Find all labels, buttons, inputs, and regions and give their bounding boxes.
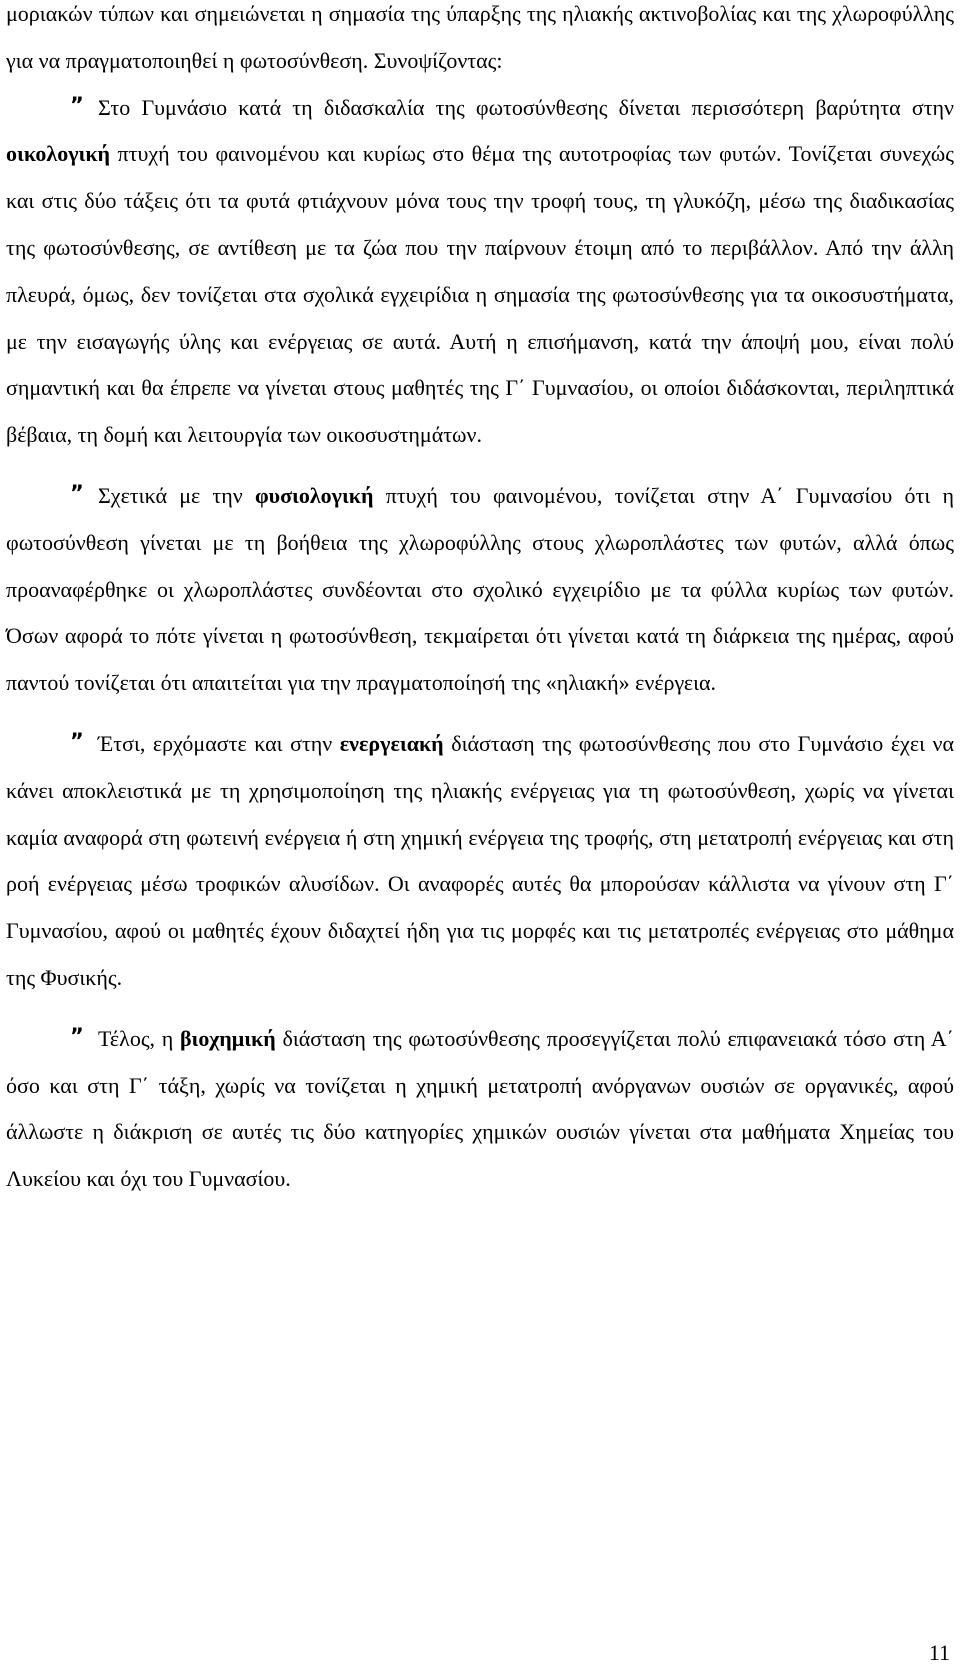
paragraph-physiological [6, 473, 954, 707]
bullet-marker: ” [70, 1023, 83, 1048]
emphasis-term: οικολογική [6, 141, 111, 167]
paragraph-text-after: διάσταση της φωτοσύνθεσης που στο Γυμνάσιο έχει να κάνει αποκλειστικά με τη χρησιμοποίηση της ηλιακής ενέργειας για τη φωτοσύνθεση, χωρίς να γίνεται καμία αναφορά στη φωτεινή ενέργεια ή στη χημική ενέργεια της τροφής, στη μετατροπή ενέργειας και στη ροή ενέργειας μέσω τροφικών αλυσίδων. Οι αναφορές αυτές θα μπορούσαν κάλλιστα να γίνουν στη Γ΄ Γυμνασίου, αφού οι μαθητές έχουν διδαχτεί ήδη για τις μορφές και τις μετατροπές ενέργειας στο μάθημα της Φυσικής. [6, 730, 954, 990]
paragraph-text-before: Τέλος, η [98, 1025, 180, 1051]
page-number: 11 [928, 1640, 950, 1665]
emphasis-term: βιοχημική [179, 1025, 276, 1051]
paragraph-text-before: Σχετικά με την [98, 482, 255, 508]
paragraph-text-before: Στο Γυμνάσιο κατά τη διδασκαλία της φωτοσύνθεσης δίνεται περισσότερη βαρύτητα στην [98, 94, 954, 120]
intro-paragraph [6, 0, 954, 85]
bullet-marker: ” [70, 480, 83, 505]
paragraph-ecological [6, 85, 954, 459]
page-body [6, 0, 954, 1203]
bullet-marker: ” [70, 728, 83, 753]
intro-text: μοριακών τύπων και σημειώνεται η σημασία της ύπαρξης της ηλιακής ακτινοβολίας και της χλωροφύλλης για να πραγματοποιηθεί η φωτοσύνθεση. Συνοψίζοντας: [6, 1, 954, 73]
bullet-marker: ” [70, 92, 83, 117]
emphasis-term: φυσιολογική [254, 482, 374, 508]
paragraph-biochemical [6, 1016, 954, 1203]
paragraph-text-after: πτυχή του φαινομένου, τονίζεται στην Α΄ Γυμνασίου ότι η φωτοσύνθεση γίνεται με τη βοήθεια της χλωροφύλλης στους χλωροπλάστες των φυτών, αλλά όπως προαναφέρθηκε οι χλωροπλάστες συνδέονται στο σχολικό εγχειρίδιο με τα φύλλα κυρίως των φυτών. Όσων αφορά το πότε γίνεται η φωτοσύνθεση, τεκμαίρεται ότι γίνεται κατά τη διάρκεια της ημέρας, αφού παντού τονίζεται ότι απαιτείται για την πραγματοποίησή της «ηλιακή» ενέργεια. [6, 482, 954, 696]
paragraph-energetic [6, 721, 954, 1002]
emphasis-term: ενεργειακή [339, 730, 444, 756]
paragraph-text-before: Έτσι, ερχόμαστε και στην [98, 730, 340, 756]
paragraph-text-after: διάσταση της φωτοσύνθεσης προσεγγίζεται πολύ επιφανειακά τόσο στη Α΄ όσο και στη Γ΄ τάξη, χωρίς να τονίζεται η χημική μετατροπή ανόργανων ουσιών σε οργανικές, αφού άλλωστε η διάκριση σε αυτές τις δύο κατηγορίες χημικών ουσιών γίνεται στα μαθήματα Χημείας του Λυκείου και όχι του Γυμνασίου. [6, 1025, 954, 1192]
paragraph-text-after: πτυχή του φαινομένου και κυρίως στο θέμα της αυτοτροφίας των φυτών. Τονίζεται συνεχώς και στις δύο τάξεις ότι τα φυτά φτιάχνουν μόνα τους την τροφή τους, τη γλυκόζη, μέσω της διαδικασίας της φωτοσύνθεσης, σε αντίθεση με τα ζώα που την παίρνουν έτοιμη από το περιβάλλον. Από την άλλη πλευρά, όμως, δεν τονίζεται στα σχολικά εγχειρίδια η σημασία της φωτοσύνθεσης για τα οικοσυστήματα, με την εισαγωγής ύλης και ενέργειας σε αυτά. Αυτή η επισήμανση, κατά την άποψή μου, είναι πολύ σημαντική και θα έπρεπε να γίνεται στους μαθητές της Γ΄ Γυμνασίου, οι οποίοι διδάσκονται, περιληπτικά βέβαια, τη δομή και λειτουργία των οικοσυστημάτων. [6, 141, 954, 448]
